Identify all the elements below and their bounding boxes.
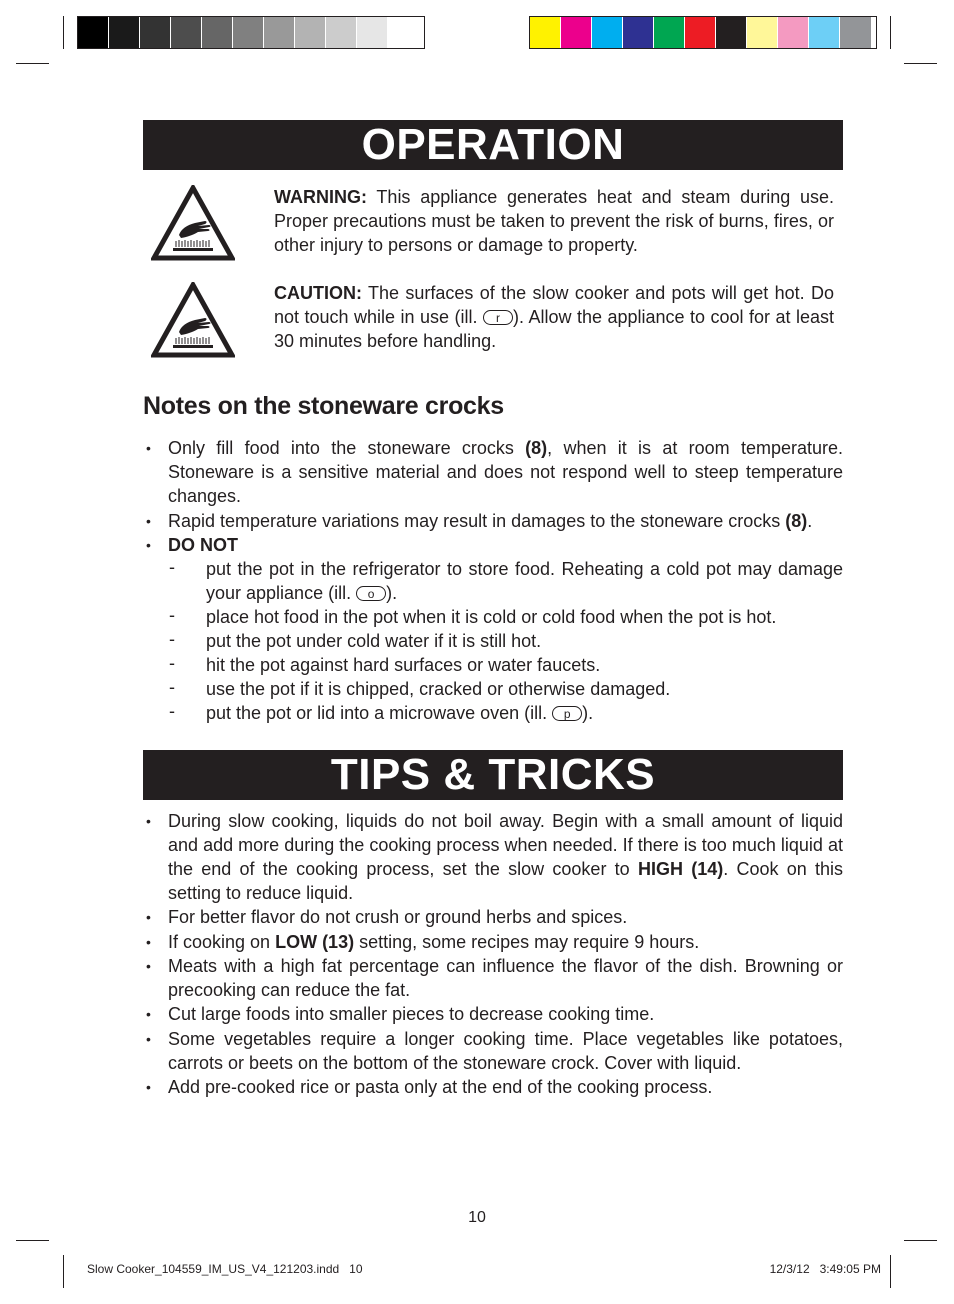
illustration-ref-badge: o [356,586,386,601]
color-registration-bar [529,16,877,49]
illustration-ref-badge: p [552,706,582,721]
color-swatch [202,17,233,48]
sub-list-item [143,701,843,725]
color-swatch [685,17,716,48]
setting-label: LOW (13) [275,932,355,952]
color-swatch [778,17,809,48]
crop-mark [904,1240,937,1241]
dash-icon: - [169,653,175,673]
sub-list-item-text: put the pot in the refrigerator to store food. Reheating a cold pot may damage your appliance (ill. [206,559,843,603]
dash-icon: - [169,629,175,649]
color-swatch [592,17,623,48]
sub-list-item [143,653,843,677]
caution-label: CAUTION: [274,283,362,303]
list-item-text: If cooking on [168,932,276,952]
color-swatch [716,17,747,48]
sub-list-item-text: put the pot under cold water if it is still hot. [206,631,542,651]
tips-title: TIPS & TRICKS [143,750,843,800]
list-item-text: For better flavor do not crush or ground herbs and spices. [168,907,628,927]
color-swatch [264,17,295,48]
color-swatch [530,17,561,48]
color-swatch [561,17,592,48]
list-item-text: Rapid temperature variations may result in damages to the stoneware crocks [168,511,786,531]
bullet-icon: • [146,1031,151,1047]
list-item [143,1027,843,1075]
sub-list-item-text: place hot food in the pot when it is cold or cold food when the pot is hot. [206,607,777,627]
crop-mark [890,1255,891,1288]
caution-text: The surfaces of the slow cooker and pots will get hot. Do not touch while in use (ill. [274,283,834,327]
list-item-text: , when it is at room temperature. Stoneware is a sensitive material and does not respond well to steep temperature changes. [168,438,843,506]
list-item [143,509,843,533]
sub-list-item-text: hit the pot against hard surfaces or water faucets. [206,655,601,675]
color-swatch [233,17,264,48]
color-swatch [809,17,840,48]
hot-surface-warning-icon [151,282,235,358]
bullet-icon: • [146,513,151,529]
sub-list-item [143,629,843,653]
bullet-icon: • [146,813,151,829]
crop-mark [16,63,49,64]
list-item-text: Cut large foods into smaller pieces to decrease cooking time. [168,1004,655,1024]
list-item-text: Meats with a high fat percentage can influence the flavor of the dish. Browning or precooking can reduce the fat. [168,956,843,1000]
list-item-text: . Cook on this setting to reduce liquid. [168,859,844,903]
color-swatch [747,17,778,48]
setting-label: HIGH (14) [637,859,724,879]
color-swatch [357,17,388,48]
list-item-text: Add pre-cooked rice or pasta only at the end of the cooking process. [168,1077,713,1097]
operation-title: OPERATION [143,120,843,170]
caution-text: ). Allow the appliance to cool for at least 30 minutes before handling. [274,307,834,351]
color-swatch [840,17,871,48]
sub-list-item-text: put the pot or lid into a microwave oven (ill. [206,703,553,723]
dash-icon: - [169,677,175,697]
bullet-icon: • [146,440,151,456]
list-item-text: . [807,511,813,531]
list-item [143,905,843,929]
hot-surface-warning-icon [151,185,235,261]
bullet-icon: • [146,958,151,974]
page-number: 10 [468,1209,486,1226]
caution-paragraph [274,281,834,353]
list-item [143,954,843,1002]
color-swatch [326,17,357,48]
crop-mark [16,1240,49,1241]
list-item-text: Some vegetables require a longer cooking time. Place vegetables like potatoes, carrots or beets on the bottom of the stoneware crock. Cover with liquid. [168,1029,843,1073]
bullet-icon: • [146,537,151,553]
part-number: (8) [525,438,548,458]
bullet-icon: • [146,1006,151,1022]
timestamp-slug: 12/3/12 3:49:05 PM [769,1262,881,1276]
notes-heading: Notes on the stoneware crocks [143,392,504,420]
color-swatch [654,17,685,48]
bullet-icon: • [146,1079,151,1095]
warning-text: This appliance generates heat and steam during use. Proper precautions must be taken to prevent the risk of burns, fires, or other injury to persons or damage to property. [274,187,834,255]
color-swatch [623,17,654,48]
sub-list-item-text: ). [386,583,398,603]
color-swatch [140,17,171,48]
color-swatch [171,17,202,48]
bullet-icon: • [146,934,151,950]
sub-list-item-text: use the pot if it is chipped, cracked or otherwise damaged. [206,679,671,699]
illustration-ref-badge: r [483,310,513,325]
crop-mark [890,16,891,49]
color-swatch [78,17,109,48]
color-swatch [388,17,419,48]
sub-list-item-text: ). [582,703,594,723]
list-item [143,1075,843,1099]
tips-list [143,809,843,1099]
grayscale-registration-bar [77,16,425,49]
sub-list-item [143,677,843,701]
color-swatch [295,17,326,48]
sub-list-item [143,557,843,605]
crop-mark [63,16,64,49]
list-item-text: setting, some recipes may require 9 hours. [354,932,700,952]
warning-paragraph [274,185,834,257]
file-slug: Slow Cooker_104559_IM_US_V4_121203.indd 10 [87,1262,363,1276]
list-item-text: Only fill food into the stoneware crocks [168,438,526,458]
bullet-icon: • [146,909,151,925]
list-item [143,930,843,954]
dash-icon: - [169,557,175,577]
crop-mark [63,1255,64,1288]
do-not-label: DO NOT [168,535,238,555]
notes-list [143,436,843,725]
dash-icon: - [169,701,175,721]
list-item [143,809,843,905]
list-item-text: During slow cooking, liquids do not boil away. Begin with a small amount of liquid and add more during the cooking process when needed. If there is too much liquid at the end of the cooking process, set the slow cooker to [168,811,843,879]
color-swatch [109,17,140,48]
list-item [143,533,843,557]
list-item [143,436,843,508]
dash-icon: - [169,605,175,625]
sub-list-item [143,605,843,629]
part-number: (8) [785,511,808,531]
warning-label: WARNING: [274,187,367,207]
crop-mark [904,63,937,64]
list-item [143,1002,843,1026]
